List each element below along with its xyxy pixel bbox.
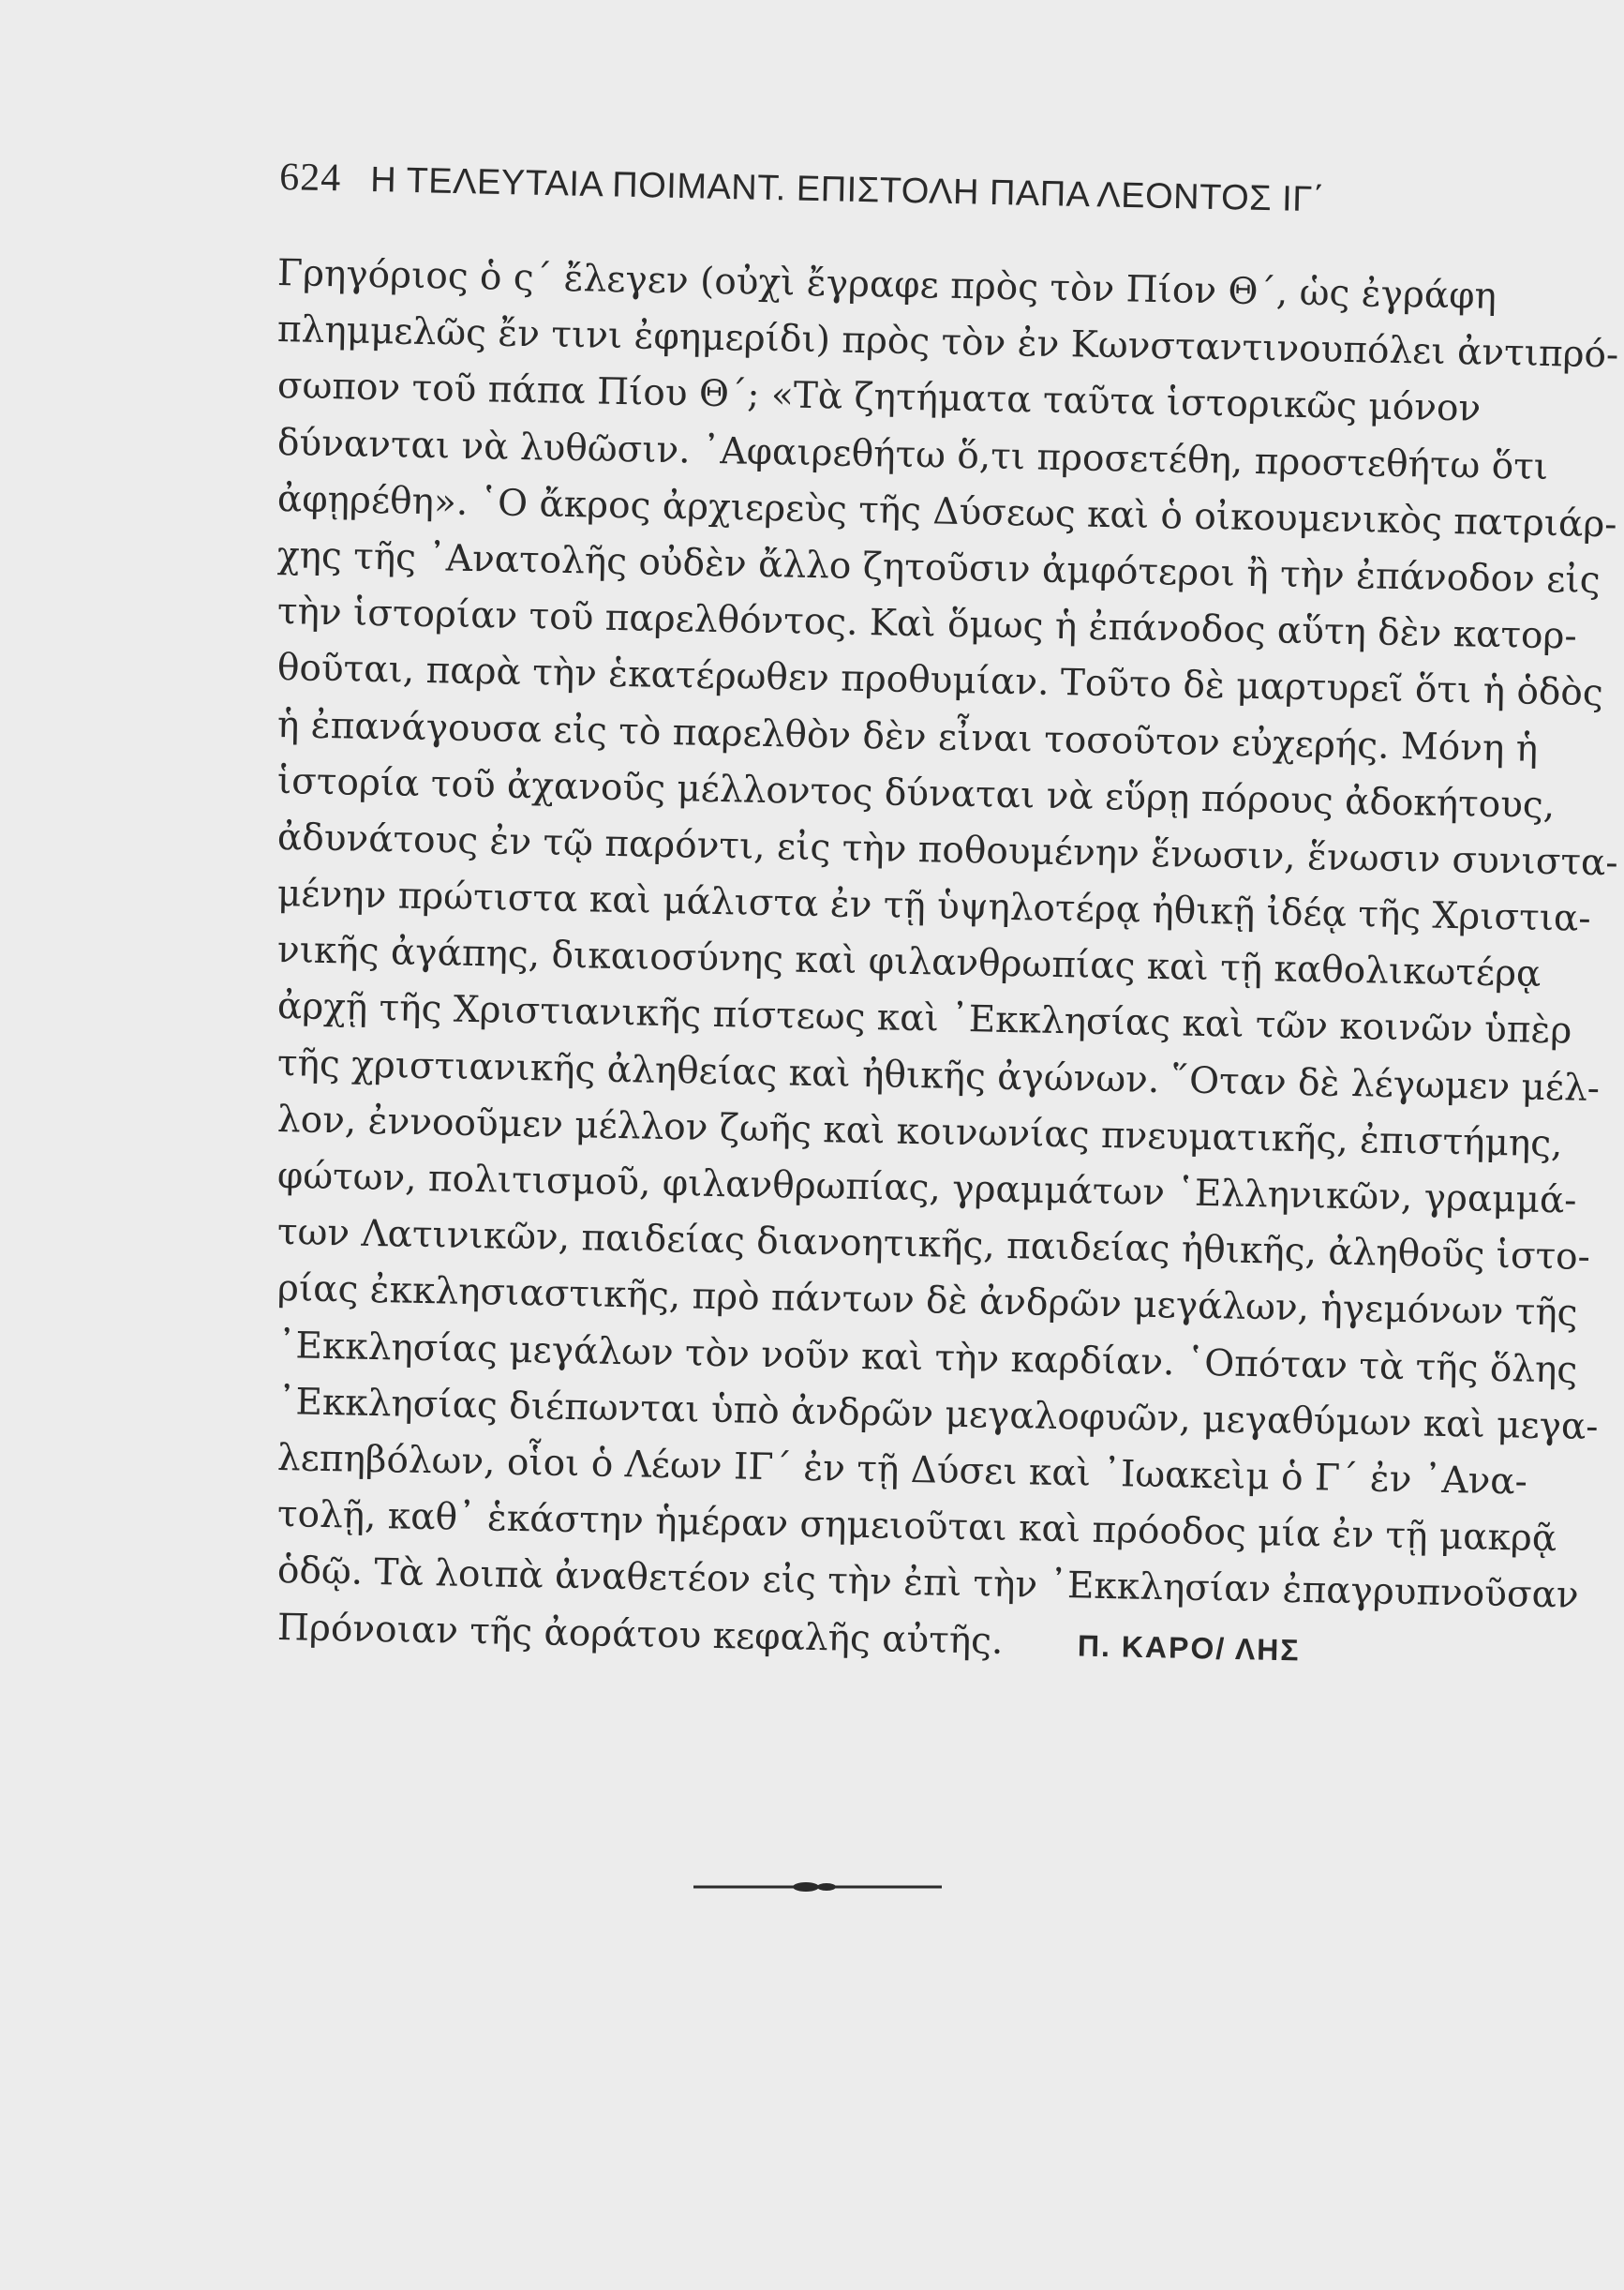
text-line: ἀρχῇ τῆς Χριστιανικῆς πίστεως καὶ ᾿Εκκλησίας καὶ τῶν κοινῶν ὑπὲρ	[276, 985, 1572, 1053]
text-line: λον, ἐννοοῦμεν μέλλον ζωῆς καὶ κοινωνίας πνευματικῆς, ἐπιστήμης,	[276, 1098, 1563, 1166]
text-line: μένην πρώτιστα καὶ μάλιστα ἐν τῇ ὑψηλοτέρᾳ ἠθικῇ ἰδέᾳ τῆς Χριστια-	[276, 873, 1591, 940]
text-line: χης τῆς ᾿Ανατολῆς οὐδὲν ἄλλο ζητοῦσιν ἀμφότεροι ἢ τὴν ἐπάνοδον εἰς	[276, 533, 1601, 603]
text-line: ἀφῃρέθη». ῾Ο ἄκρος ἀρχιερεὺς τῆς Δύσεως καὶ ὁ οἰκουμενικὸς πατριάρ-	[276, 477, 1617, 546]
running-head: Η ΤΕΛΕΥΤΑΙΑ ΠΟΙΜΑΝΤ. ΕΠΙΣΤΟΛΗ ΠΑΠΑ ΛΕΟΝΤΟΣ ΙΓ΄	[369, 160, 1326, 220]
text-line: δύνανται νὰ λυθῶσιν. ᾿Αφαιρεθήτω ὅ,τι προσετέθη, προστεθήτω ὅτι	[276, 421, 1549, 488]
text-line: ᾿Εκκλησίας διέπωνται ὑπὸ ἀνδρῶν μεγαλοφυῶν, μεγαθύμων καὶ μεγα-	[276, 1380, 1599, 1448]
text-line: ἡ ἐπανάγουσα εἰς τὸ παρελθὸν δὲν εἶναι τοσοῦτον εὐχερής. Μόνη ἡ	[276, 703, 1539, 771]
text-line: σωπον τοῦ πάπα Πίου Θ΄; «Τὰ ζητήματα ταῦτα ἱστορικῶς μόνον	[276, 365, 1482, 431]
text-line: τολῇ, καθ᾿ ἑκάστην ἡμέραν σημειοῦται καὶ πρόοδος μία ἐν τῇ μακρᾷ	[276, 1493, 1557, 1561]
text-line: λεπηβόλων, οἷοι ὁ Λέων ΙΓ΄ ἐν τῇ Δύσει καὶ ᾿Ιωακεὶμ ὁ Γ΄ ἐν ᾿Ανα-	[276, 1436, 1528, 1504]
ornamental-rule	[693, 1878, 942, 1896]
body-text	[276, 246, 1619, 1663]
text-line: ὁδῷ. Τὰ λοιπὰ ἀναθετέον εἰς τὴν ἐπὶ τὴν ᾿Εκκλησίαν ἐπαγρυπνοῦσαν	[276, 1549, 1580, 1617]
page-number: 624	[278, 156, 342, 201]
text-line: τὴν ἱστορίαν τοῦ παρελθόντος. Καὶ ὅμως ἡ ἐπάνοδος αὕτη δὲν κατορ-	[276, 591, 1578, 658]
text-line: ᾿Εκκλησίας μεγάλων τὸν νοῦν καὶ τὴν καρδίαν. ῾Οπόταν τὰ τῆς ὅλης	[276, 1324, 1578, 1392]
text-line: τῆς χριστιανικῆς ἀληθείας καὶ ἠθικῆς ἀγώνων. ῞Οταν δὲ λέγωμεν μέλ-	[276, 1041, 1601, 1110]
text-line: Πρόνοιαν τῆς ἀοράτου κεφαλῆς αὐτῆς.	[276, 1606, 1004, 1663]
text-line: φώτων, πολιτισμοῦ, φιλανθρωπίας, γραμμάτων ῾Ελληνικῶν, γραμμά-	[276, 1155, 1577, 1222]
text-line: πλημμελῶς ἔν τινι ἐφημερίδι) πρὸς τὸν ἐν Κωνσταντινουπόλει ἀντιπρό-	[276, 308, 1619, 377]
text-line: νικῆς ἀγάπης, δικαιοσύνης καὶ φιλανθρωπίας καὶ τῇ καθολικωτέρᾳ	[276, 929, 1542, 996]
text-line: ἱστορία τοῦ ἀχανοῦς μέλλοντος δύναται νὰ εὕρῃ πόρους ἀδοκήτους,	[276, 759, 1556, 827]
author-signature: Π. ΚΑΡΟ/ ΛΗΣ	[1077, 1628, 1301, 1668]
text-line: των Λατινικῶν, παιδείας διανοητικῆς, παιδείας ἠθικῆς, ἀληθοῦς ἱστο-	[276, 1211, 1591, 1280]
text-line: ἀδυνάτους ἐν τῷ παρόντι, εἰς τὴν ποθουμένην ἕνωσιν, ἕνωσιν συνιστα-	[276, 816, 1618, 885]
text-line: ρίας ἐκκλησιαστικῆς, πρὸ πάντων δὲ ἀνδρῶν μεγάλων, ἡγεμόνων τῆς	[276, 1267, 1578, 1336]
text-line: Γρηγόριος ὁ ς΄ ἔλεγεν (οὐχὶ ἔγραφε πρὸς τὸν Πίον Θ΄, ὡς ἐγράφη	[276, 252, 1497, 318]
text-line: θοῦται, παρὰ τὴν ἑκατέρωθεν προθυμίαν. Τοῦτο δὲ μαρτυρεῖ ὅτι ἡ ὁδὸς	[276, 647, 1604, 715]
page-header	[278, 155, 1451, 245]
